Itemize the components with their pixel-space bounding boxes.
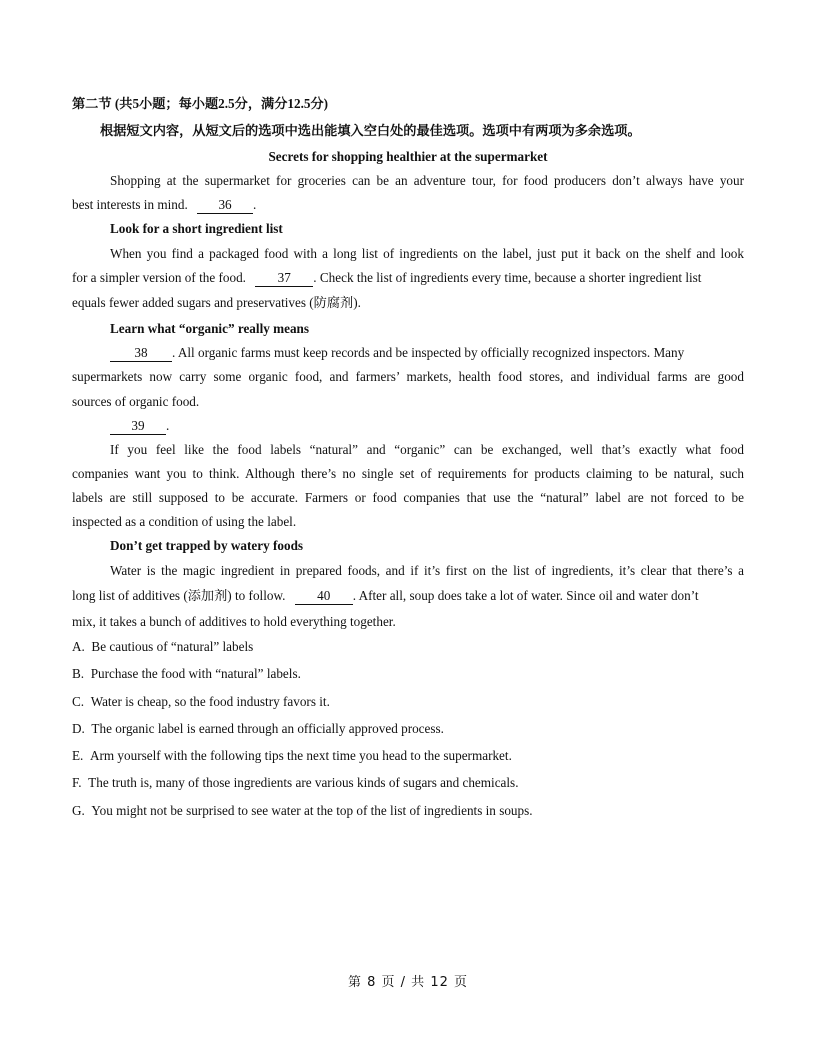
option-letter: C. <box>72 694 85 709</box>
paragraph-2-text-a: for a simpler version of the food. <box>72 270 246 285</box>
heading-short-ingredient-list: Look for a short ingredient list <box>110 221 283 236</box>
option-c <box>72 690 744 714</box>
paragraph-5-text-a: long list of additives (添加剂) to follow. <box>72 588 286 603</box>
blank-37: 37 <box>255 270 313 287</box>
option-text: Purchase the food with “natural” labels. <box>90 666 301 681</box>
option-b <box>72 662 744 686</box>
paragraph-1-line-1: Shopping at the supermarket for groceries can be an adventure tour, for food producers don’t always have your <box>110 173 744 188</box>
option-a <box>72 635 744 659</box>
paragraph-5-line-1: Water is the magic ingredient in prepared foods, and if it’s first on the list of ingredients, it’s clear that there’s a <box>110 563 744 578</box>
option-e <box>72 744 744 768</box>
heading-watery-foods: Don’t get trapped by watery foods <box>110 538 304 553</box>
section-header: 第二节 (共5小题；每小题2.5分，满分12.5分) <box>72 96 329 111</box>
option-letter: E. <box>72 748 84 763</box>
blank-39: 39 <box>110 418 166 435</box>
paragraph-3-line-1 <box>110 341 744 365</box>
blank-40: 40 <box>295 588 353 605</box>
paragraph-4-line-4: inspected as a condition of using the label. <box>72 514 297 529</box>
option-text: Arm yourself with the following tips the next time you head to the supermarket. <box>89 748 512 763</box>
option-text: You might not be surprised to see water at the top of the list of ingredients in soups. <box>91 803 533 818</box>
paragraph-2-line-2 <box>72 266 744 290</box>
option-d <box>72 717 744 741</box>
option-g <box>72 799 744 823</box>
option-letter: B. <box>72 666 85 681</box>
paragraph-3-text: . All organic farms must keep records and be inspected by officially recognized inspectors. Many <box>172 345 685 360</box>
paragraph-1-line-2: best interests in mind. 36 . <box>72 197 257 212</box>
paragraph-3-line-2: supermarkets now carry some organic food, and farmers’ markets, health food stores, and individual farms are good <box>72 369 744 384</box>
paragraph-4-line-2: companies want you to think. Although there’s no single set of requirements for products claiming to be natural, such <box>72 466 744 481</box>
option-text: The truth is, many of those ingredients are various kinds of sugars and chemicals. <box>88 775 519 790</box>
paragraph-2-text-b: . Check the list of ingredients every time, because a shorter ingredient list <box>313 270 702 285</box>
page-number: 第 8 页 / 共 12 页 <box>348 975 468 990</box>
blank-36: 36 <box>197 197 253 214</box>
option-text: The organic label is earned through an officially approved process. <box>91 721 444 736</box>
heading-organic: Learn what “organic” really means <box>110 321 310 336</box>
paragraph-4-line-3: labels are still supposed to be accurate. Farmers or food companies that use the “natural” label are not forced to be <box>72 490 744 505</box>
option-letter: G. <box>72 803 85 818</box>
option-letter: A. <box>72 639 85 654</box>
option-f <box>72 771 744 795</box>
option-letter: D. <box>72 721 85 736</box>
paragraph-4-line-1: If you feel like the food labels “natural” and “organic” can be exchanged, well that’s exactly what food <box>110 442 744 457</box>
passage-title: Secrets for shopping healthier at the supermarket <box>268 149 548 164</box>
option-text: Be cautious of “natural” labels <box>91 639 254 654</box>
blank-39-line: 39 . <box>110 414 744 438</box>
blank-38: 38 <box>110 345 172 362</box>
paragraph-2-line-3: equals fewer added sugars and preservatives (防腐剂). <box>72 295 361 310</box>
paragraph-1-text: best interests in mind. <box>72 197 188 212</box>
paragraph-5-text-b: . After all, soup does take a lot of water. Since oil and water don’t <box>352 588 699 603</box>
paragraph-5-line-2 <box>72 584 744 608</box>
paragraph-2-line-1: When you find a packaged food with a long list of ingredients on the label, just put it back on the shelf and look <box>110 246 744 261</box>
option-letter: F. <box>72 775 82 790</box>
option-text: Water is cheap, so the food industry favors it. <box>90 694 330 709</box>
section-instruction: 根据短文内容，从短文后的选项中选出能填入空白处的最佳选项。选项中有两项为多余选项。 <box>100 123 641 138</box>
paragraph-5-line-3: mix, it takes a bunch of additives to hold everything together. <box>72 614 396 629</box>
paragraph-3-line-3: sources of organic food. <box>72 394 200 409</box>
